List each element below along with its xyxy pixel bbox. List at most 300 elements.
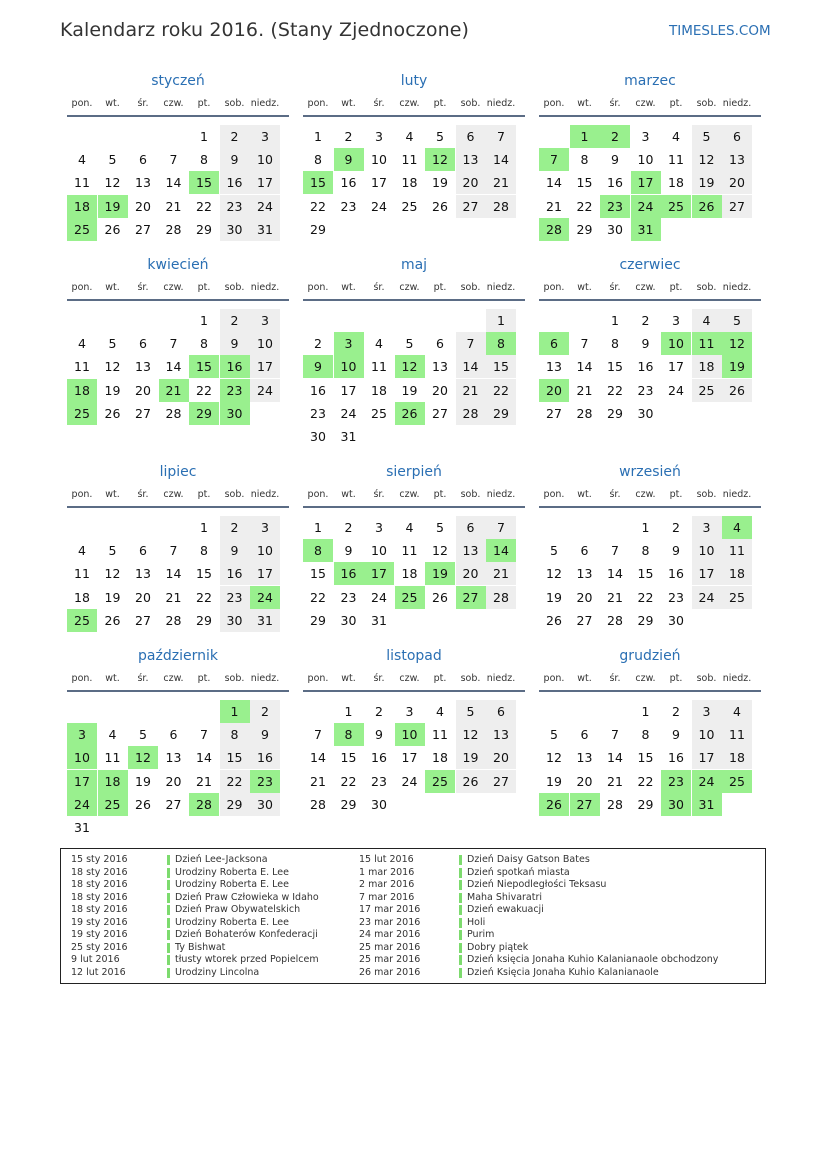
- day-cell: 7: [539, 148, 569, 171]
- month-name: marzec: [624, 73, 676, 89]
- weekday-header: sob.: [696, 673, 717, 684]
- weekday-header: pt.: [433, 673, 447, 684]
- weekday-header: śr.: [137, 98, 149, 109]
- legend-date: 12 lut 2016: [71, 966, 126, 978]
- day-cell: 13: [165, 750, 182, 766]
- day-cell: 20: [432, 382, 448, 398]
- day-cell: 30: [310, 429, 326, 444]
- day-cell: 22: [607, 382, 623, 398]
- day-cell: 31: [371, 612, 387, 628]
- legend-marker: [459, 943, 462, 953]
- legend-date: 18 sty 2016: [71, 866, 128, 878]
- day-cell: 27: [486, 770, 516, 793]
- month-name: maj: [400, 257, 428, 273]
- day-cell: 31: [631, 218, 661, 241]
- day-cell: 14: [546, 175, 562, 191]
- brand-logo[interactable]: TIMESLES.COM: [669, 23, 771, 39]
- day-cell: 18: [692, 355, 722, 378]
- day-cell: 29: [220, 793, 250, 816]
- day-cell: 21: [486, 562, 516, 585]
- day-cell: 1: [200, 313, 208, 328]
- day-cell: 21: [159, 379, 189, 402]
- weekday-header: pt.: [433, 98, 447, 109]
- day-cell: 28: [607, 612, 623, 628]
- day-cell: 23: [310, 405, 326, 421]
- day-cell: 13: [456, 539, 486, 562]
- day-cell: 28: [189, 793, 219, 816]
- day-cell: 10: [371, 152, 387, 168]
- day-cell: 13: [722, 148, 752, 171]
- day-cell: 27: [135, 612, 151, 628]
- weekday-header: śr.: [137, 489, 149, 500]
- weekday-header: pt.: [433, 282, 447, 293]
- day-cell: 22: [196, 198, 212, 214]
- weekday-header: pon.: [71, 489, 93, 500]
- day-cell: 5: [405, 336, 414, 352]
- day-cell: 18: [67, 195, 97, 218]
- day-cell: 3: [67, 723, 97, 746]
- day-cell: 17: [692, 562, 722, 585]
- day-cell: 4: [405, 520, 414, 535]
- month-name: październik: [138, 648, 218, 664]
- day-cell: 19: [98, 195, 128, 218]
- day-cell: 4: [722, 700, 752, 723]
- weekday-header: czw.: [635, 673, 656, 684]
- day-cell: 19: [722, 355, 752, 378]
- day-cell: 5: [550, 727, 558, 743]
- weekday-header: sob.: [224, 98, 245, 109]
- legend-date: 18 sty 2016: [71, 879, 128, 890]
- legend-marker: [167, 930, 170, 940]
- day-cell: 19: [546, 589, 562, 605]
- weekday-header: niedz.: [486, 282, 516, 293]
- day-cell: 30: [220, 218, 250, 241]
- day-cell: 24: [631, 195, 661, 218]
- day-cell: 29: [576, 221, 593, 237]
- legend-date: 18 sty 2016: [71, 891, 128, 903]
- day-cell: 3: [692, 700, 722, 723]
- legend-date: 19 sty 2016: [71, 929, 128, 940]
- day-cell: 10: [692, 723, 722, 746]
- day-cell: 4: [692, 309, 722, 332]
- day-cell: 24: [250, 379, 280, 402]
- day-cell: 14: [165, 175, 182, 191]
- day-cell: 27: [165, 796, 182, 812]
- weekday-header: niedz.: [250, 282, 280, 293]
- header-divider: [67, 506, 289, 508]
- header-divider: [67, 115, 289, 117]
- day-cell: 30: [637, 405, 654, 421]
- legend-holiday-name: Urodziny Roberta E. Lee: [175, 916, 289, 928]
- day-cell: 30: [668, 612, 684, 628]
- day-cell: 19: [425, 562, 455, 585]
- day-cell: 29: [196, 612, 212, 628]
- day-cell: 29: [637, 612, 654, 628]
- day-cell: 22: [196, 589, 212, 605]
- day-cell: 27: [135, 221, 151, 237]
- day-cell: 5: [550, 543, 558, 559]
- month-name: styczeń: [151, 73, 205, 89]
- day-cell: 3: [405, 704, 414, 719]
- weekday-header: śr.: [373, 673, 385, 684]
- day-cell: 4: [375, 336, 383, 352]
- day-cell: 9: [672, 543, 680, 559]
- weekday-header: pon.: [543, 673, 565, 684]
- day-cell: 10: [67, 746, 97, 769]
- day-cell: 9: [641, 336, 650, 352]
- day-cell: 2: [314, 336, 322, 352]
- day-cell: 24: [371, 589, 387, 605]
- weekday-header: niedz.: [722, 98, 752, 109]
- day-cell: 23: [250, 770, 280, 793]
- weekday-header: wt.: [577, 282, 592, 293]
- weekday-header: pt.: [669, 282, 683, 293]
- day-cell: 30: [661, 793, 691, 816]
- day-cell: 6: [139, 543, 147, 559]
- legend-holiday-name: Dzień Księcia Jonaha Kuhio Kalanianaole: [467, 966, 659, 978]
- day-cell: 3: [375, 129, 383, 144]
- day-cell: 24: [250, 586, 280, 609]
- day-cell: 26: [135, 796, 151, 812]
- day-cell: 15: [310, 566, 326, 582]
- weekday-header: pt.: [197, 673, 211, 684]
- legend-holiday-name: Dzień Daisy Gatson Bates: [467, 854, 590, 865]
- day-cell: 21: [196, 773, 212, 789]
- legend-holiday-name: Dzień księcia Jonaha Kuhio Kalanianaole obchodzony: [467, 954, 719, 965]
- day-cell: 23: [600, 195, 630, 218]
- day-cell: 17: [250, 171, 280, 194]
- weekday-header: pt.: [433, 489, 447, 500]
- day-cell: 10: [637, 152, 654, 168]
- day-cell: 28: [165, 612, 182, 628]
- header-divider: [539, 115, 761, 117]
- day-cell: 8: [611, 336, 619, 352]
- legend-holiday-name: Urodziny Roberta E. Lee: [175, 866, 289, 878]
- legend-holiday-name: Holi: [467, 916, 486, 928]
- day-cell: 6: [139, 336, 147, 352]
- weekday-header: czw.: [163, 98, 184, 109]
- day-cell: 29: [196, 221, 212, 237]
- day-cell: 2: [220, 309, 250, 332]
- weekday-header: czw.: [399, 673, 420, 684]
- day-cell: 2: [250, 700, 280, 723]
- day-cell: 11: [432, 727, 448, 743]
- day-cell: 5: [692, 125, 722, 148]
- weekday-header: czw.: [399, 282, 420, 293]
- day-cell: 24: [692, 770, 722, 793]
- day-cell: 9: [334, 148, 364, 171]
- day-cell: 12: [546, 750, 562, 766]
- day-cell: 27: [456, 586, 486, 609]
- day-cell: 19: [456, 746, 486, 769]
- month-name: czerwiec: [619, 257, 681, 273]
- weekday-header: czw.: [635, 282, 656, 293]
- header-divider: [303, 690, 525, 692]
- weekday-header: pon.: [307, 673, 329, 684]
- legend-date: 25 mar 2016: [359, 941, 421, 953]
- day-cell: 28: [486, 586, 516, 609]
- day-cell: 19: [104, 589, 121, 605]
- weekday-header: pt.: [197, 98, 211, 109]
- legend-marker: [167, 955, 170, 965]
- header-divider: [539, 690, 761, 692]
- weekday-header: pon.: [307, 98, 329, 109]
- day-cell: 1: [314, 129, 322, 144]
- day-cell: 27: [722, 195, 752, 218]
- day-cell: 26: [722, 379, 752, 402]
- day-cell: 2: [641, 313, 650, 328]
- month-name: grudzień: [619, 648, 681, 664]
- day-cell: 15: [189, 171, 219, 194]
- day-cell: 25: [722, 770, 752, 793]
- weekday-header: wt.: [341, 282, 356, 293]
- day-cell: 15: [486, 355, 516, 378]
- month-name: lipiec: [159, 464, 197, 480]
- legend-marker: [167, 880, 170, 890]
- day-cell: 23: [340, 198, 357, 214]
- day-cell: 30: [250, 793, 280, 816]
- day-cell: 20: [135, 198, 151, 214]
- legend-marker: [167, 893, 170, 903]
- day-cell: 21: [310, 773, 326, 789]
- day-cell: 17: [668, 359, 684, 375]
- day-cell: 23: [220, 379, 250, 402]
- day-cell: 20: [165, 773, 182, 789]
- weekday-header: śr.: [609, 98, 621, 109]
- day-cell: 9: [220, 148, 250, 171]
- day-cell: 26: [432, 589, 448, 605]
- day-cell: 17: [250, 562, 280, 585]
- weekday-header: pon.: [543, 489, 565, 500]
- weekday-header: czw.: [399, 489, 420, 500]
- day-cell: 25: [371, 405, 387, 421]
- weekday-header: niedz.: [486, 98, 516, 109]
- day-cell: 28: [607, 796, 623, 812]
- weekday-header: sob.: [224, 673, 245, 684]
- day-cell: 1: [641, 704, 650, 719]
- weekday-header: pon.: [307, 282, 329, 293]
- month-name: wrzesień: [619, 464, 681, 480]
- day-cell: 24: [340, 405, 357, 421]
- day-cell: 25: [67, 609, 97, 632]
- day-cell: 11: [371, 359, 387, 375]
- day-cell: 3: [334, 332, 364, 355]
- header-divider: [539, 299, 761, 301]
- day-cell: 27: [576, 612, 593, 628]
- weekday-header: wt.: [577, 673, 592, 684]
- day-cell: 6: [539, 332, 569, 355]
- legend-holiday-name: Urodziny Roberta E. Lee: [175, 879, 289, 890]
- day-cell: 15: [189, 355, 219, 378]
- weekday-header: niedz.: [486, 489, 516, 500]
- day-cell: 17: [364, 562, 394, 585]
- legend-marker: [167, 968, 170, 978]
- day-cell: 11: [401, 543, 418, 559]
- day-cell: 23: [371, 773, 387, 789]
- weekday-header: wt.: [577, 489, 592, 500]
- day-cell: 22: [486, 379, 516, 402]
- day-cell: 9: [220, 539, 250, 562]
- day-cell: 12: [104, 566, 121, 582]
- day-cell: 16: [250, 746, 280, 769]
- day-cell: 19: [104, 382, 121, 398]
- day-cell: 6: [456, 516, 486, 539]
- day-cell: 1: [314, 520, 322, 535]
- weekday-header: śr.: [373, 282, 385, 293]
- legend-date: 1 mar 2016: [359, 866, 415, 878]
- day-cell: 7: [486, 125, 516, 148]
- day-cell: 6: [580, 543, 589, 559]
- day-cell: 3: [375, 520, 383, 535]
- day-cell: 6: [436, 336, 444, 352]
- weekday-header: niedz.: [250, 489, 280, 500]
- day-cell: 27: [570, 793, 600, 816]
- weekday-header: niedz.: [250, 98, 280, 109]
- day-cell: 26: [104, 405, 121, 421]
- day-cell: 31: [340, 429, 357, 444]
- day-cell: 2: [344, 129, 353, 144]
- day-cell: 16: [340, 175, 357, 191]
- day-cell: 13: [576, 750, 593, 766]
- day-cell: 2: [220, 516, 250, 539]
- weekday-header: czw.: [399, 98, 420, 109]
- legend-date: 25 sty 2016: [71, 941, 128, 953]
- day-cell: 18: [401, 566, 418, 582]
- day-cell: 18: [371, 382, 387, 398]
- weekday-header: śr.: [373, 489, 385, 500]
- day-cell: 13: [486, 723, 516, 746]
- day-cell: 10: [395, 723, 425, 746]
- day-cell: 29: [637, 796, 654, 812]
- day-cell: 10: [661, 332, 691, 355]
- day-cell: 22: [576, 198, 593, 214]
- day-cell: 1: [344, 704, 353, 719]
- weekday-header: wt.: [577, 98, 592, 109]
- legend-date: 9 lut 2016: [71, 954, 120, 965]
- weekday-header: śr.: [609, 282, 621, 293]
- day-cell: 10: [250, 332, 280, 355]
- day-cell: 3: [250, 516, 280, 539]
- header-divider: [67, 299, 289, 301]
- day-cell: 10: [692, 539, 722, 562]
- day-cell: 17: [692, 746, 722, 769]
- day-cell: 22: [637, 773, 654, 789]
- day-cell: 11: [722, 723, 752, 746]
- page-title: Kalendarz roku 2016. (Stany Zjednoczone): [60, 19, 470, 41]
- day-cell: 8: [303, 539, 333, 562]
- day-cell: 7: [611, 543, 619, 559]
- day-cell: 15: [607, 359, 623, 375]
- day-cell: 26: [432, 198, 448, 214]
- day-cell: 6: [139, 152, 147, 168]
- day-cell: 14: [607, 566, 623, 582]
- legend-marker: [459, 930, 462, 940]
- legend-marker: [459, 955, 462, 965]
- day-cell: 7: [456, 332, 486, 355]
- day-cell: 23: [220, 195, 250, 218]
- month-name: listopad: [386, 648, 442, 664]
- day-cell: 4: [78, 152, 86, 168]
- day-cell: 16: [220, 562, 250, 585]
- day-cell: 7: [580, 336, 589, 352]
- day-cell: 13: [576, 566, 593, 582]
- day-cell: 17: [340, 382, 357, 398]
- day-cell: 1: [641, 520, 650, 535]
- weekday-header: sob.: [696, 489, 717, 500]
- day-cell: 13: [135, 566, 151, 582]
- legend-marker: [459, 893, 462, 903]
- day-cell: 24: [668, 382, 684, 398]
- day-cell: 16: [607, 175, 623, 191]
- weekday-header: pt.: [669, 489, 683, 500]
- day-cell: 21: [607, 589, 623, 605]
- day-cell: 16: [668, 566, 684, 582]
- day-cell: 22: [220, 770, 250, 793]
- day-cell: 8: [314, 152, 322, 168]
- legend-marker: [167, 868, 170, 878]
- legend-date: 26 mar 2016: [359, 966, 421, 978]
- legend-holiday-name: Urodziny Lincolna: [175, 966, 260, 978]
- day-cell: 20: [539, 379, 569, 402]
- day-cell: 5: [436, 520, 444, 535]
- day-cell: 20: [456, 562, 486, 585]
- day-cell: 4: [722, 516, 752, 539]
- day-cell: 1: [220, 700, 250, 723]
- weekday-header: śr.: [373, 98, 385, 109]
- legend-date: 7 mar 2016: [359, 891, 415, 903]
- legend-marker: [459, 918, 462, 928]
- day-cell: 9: [344, 543, 353, 559]
- day-cell: 10: [334, 355, 364, 378]
- day-cell: 14: [456, 355, 486, 378]
- day-cell: 19: [401, 382, 418, 398]
- day-cell: 30: [340, 612, 357, 628]
- legend-marker: [167, 943, 170, 953]
- day-cell: 4: [78, 543, 86, 559]
- legend-holiday-name: Dzień ewakuacji: [467, 904, 544, 915]
- day-cell: 4: [78, 336, 86, 352]
- weekday-header: pt.: [669, 673, 683, 684]
- legend-date: 17 mar 2016: [359, 904, 421, 915]
- legend-holiday-name: Dzień Praw Obywatelskich: [175, 904, 301, 915]
- day-cell: 26: [539, 793, 569, 816]
- day-cell: 10: [371, 543, 387, 559]
- weekday-header: wt.: [341, 673, 356, 684]
- day-cell: 12: [432, 543, 448, 559]
- day-cell: 8: [641, 727, 650, 743]
- day-cell: 6: [456, 125, 486, 148]
- weekday-header: sob.: [696, 98, 717, 109]
- day-cell: 6: [486, 700, 516, 723]
- day-cell: 12: [425, 148, 455, 171]
- legend-marker: [167, 855, 170, 865]
- day-cell: 13: [546, 359, 562, 375]
- legend-holiday-name: Dzień Praw Człowieka w Idaho: [175, 891, 319, 903]
- day-cell: 18: [401, 175, 418, 191]
- legend-holiday-name: Dobry piątek: [467, 941, 529, 953]
- day-cell: 28: [165, 405, 182, 421]
- day-cell: 29: [310, 221, 326, 237]
- weekday-header: pon.: [71, 282, 93, 293]
- day-cell: 23: [637, 382, 654, 398]
- day-cell: 20: [135, 589, 151, 605]
- day-cell: 28: [456, 402, 486, 425]
- day-cell: 11: [74, 566, 90, 582]
- legend-marker: [459, 868, 462, 878]
- day-cell: 20: [135, 382, 151, 398]
- day-cell: 7: [169, 336, 178, 352]
- day-cell: 2: [344, 520, 353, 535]
